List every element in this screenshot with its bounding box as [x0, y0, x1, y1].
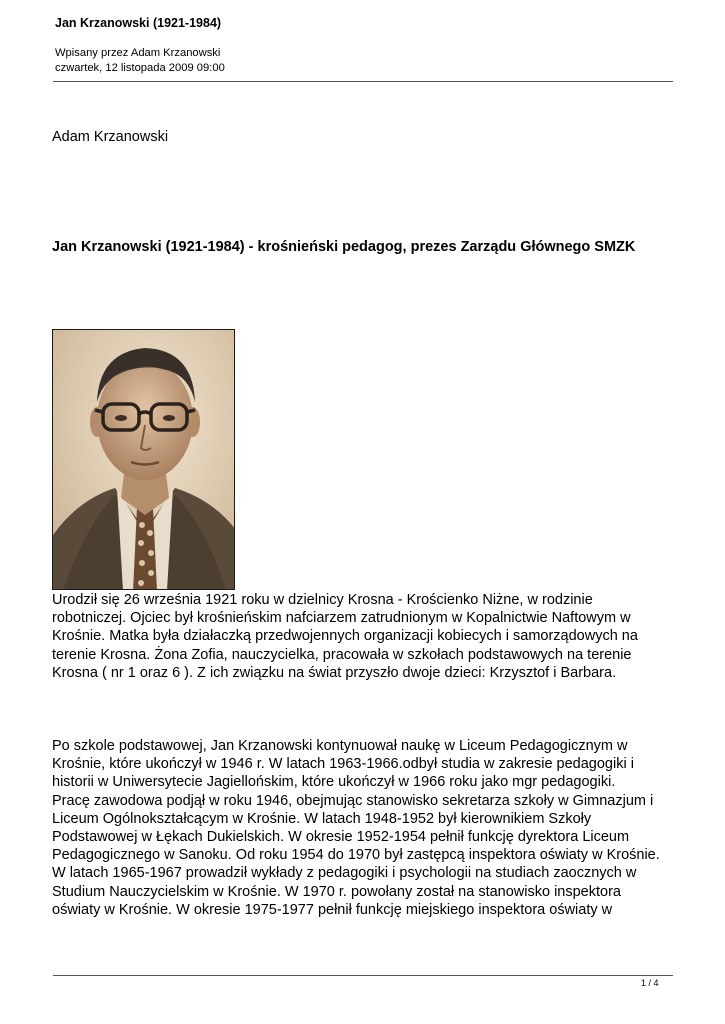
header-meta — [55, 46, 225, 76]
paragraph-line: Podstawowej w Łękach Dukielskich. W okresie 1952-1954 pełnił funkcję dyrektora Liceum — [52, 828, 630, 845]
paragraph-line: Krośnie. Matka była działaczką przedwojennych organizacji kobiecych i samorządowych na — [52, 628, 638, 645]
paragraph-line: Krośnie, które ukończył w 1946 r. W latach 1963-1966.odbył studia w zakresie pedagogiki i — [52, 756, 634, 773]
page-number: 1 / 4 — [641, 978, 659, 988]
article-title: Jan Krzanowski (1921-1984) - krośnieński pedagog, prezes Zarządu Głównego SMZK — [52, 239, 636, 255]
paragraph-line: historii w Uniwersytecie Jagiellońskim, które ukończył w 1966 roku jako mgr pedagogiki. — [52, 774, 616, 791]
paragraph-1 — [52, 591, 682, 682]
paragraph-line: Urodził się 26 września 1921 roku w dzielnicy Krosna - Krościenko Niżne, w rodzinie — [52, 592, 593, 608]
paragraph-line: robotniczej. Ojciec był krośnieńskim nafciarzem zatrudnionym w Kopalnictwie Naftowym w — [52, 610, 631, 627]
paragraph-line: Pracę zawodowa podjął w roku 1946, obejmując stanowisko sekretarza szkoły w Gimnazjum i — [52, 792, 654, 809]
header-divider — [53, 81, 673, 82]
paragraph-line: Studium Nauczycielskim w Krośnie. W 1970 r. powołany został na stanowisko inspektora — [52, 883, 621, 900]
header-author-line: Wpisany przez Adam Krzanowski — [55, 47, 221, 59]
portrait-photo — [52, 329, 235, 590]
paragraph-line: Po szkole podstawowej, Jan Krzanowski kontynuował naukę w Liceum Pedagogicznym w — [52, 738, 628, 754]
paragraph-2 — [52, 737, 682, 919]
paragraph-line: terenie Krosna. Żona Zofia, nauczycielka, pracowała w szkołach podstawowych na terenie — [52, 646, 632, 663]
paragraph-line: Pedagogicznego w Sanoku. Od roku 1954 do 1970 był zastępcą inspektora oświaty w Krośnie. — [52, 847, 660, 864]
portrait-illustration — [53, 330, 235, 590]
paragraph-line: oświaty w Krośnie. W okresie 1975-1977 pełnił funkcję miejskiego inspektora oświaty w — [52, 901, 613, 918]
article-author: Adam Krzanowski — [52, 129, 169, 145]
header-date-line: czwartek, 12 listopada 2009 09:00 — [55, 62, 225, 74]
paragraph-line: W latach 1965-1967 prowadził wykłady z pedagogiki i psychologii na studiach zaocznych w — [52, 865, 637, 882]
header-title: Jan Krzanowski (1921-1984) — [55, 16, 222, 30]
footer-divider — [53, 975, 673, 976]
paragraph-line: Krosna ( nr 1 oraz 6 ). Z ich związku na świat przyszło dwoje dzieci: Krzysztof i Barbara. — [52, 664, 617, 681]
paragraph-line: Liceum Ogólnokształcącym w Krośnie. W latach 1948-1952 był kierownikiem Szkoły — [52, 810, 592, 827]
